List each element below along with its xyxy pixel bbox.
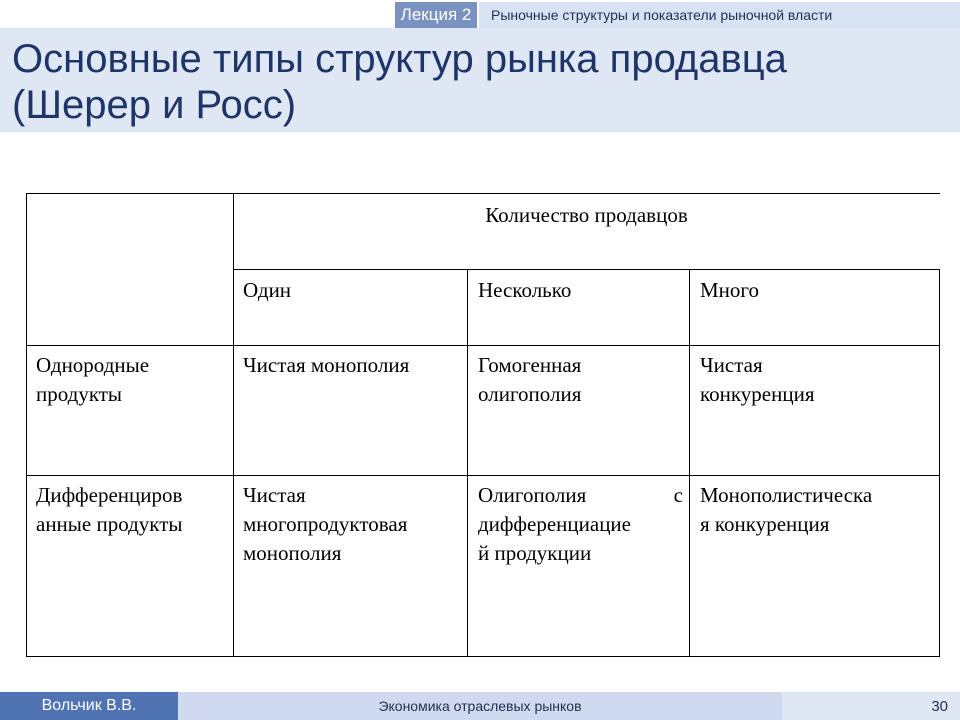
- cell-multiproduct-monopoly: Чистая многопродуктовая монополия: [243, 483, 408, 565]
- slide-title: [12, 36, 952, 128]
- table-line-col3: [689, 269, 690, 657]
- slide-title-line-2: (Шерер и Росс): [12, 83, 297, 127]
- slide-title-line-1: Основные типы структур рынка продавца: [12, 37, 787, 81]
- cell-homogeneous-oligopoly: Гомогенная олигополия: [478, 353, 582, 406]
- table-line-row2: [26, 475, 940, 476]
- table-border-top: [26, 193, 940, 194]
- cell-differentiated-oligopoly: Олигополия с дифференциацие й продукции: [478, 483, 683, 565]
- footer-author: Вольчик В.В.: [0, 692, 178, 720]
- column-header-many: Много: [700, 278, 760, 302]
- table-border-left: [26, 193, 27, 657]
- group-header-sellers: Количество продавцов: [485, 203, 688, 227]
- cell-pure-competition: Чистая конкуренция: [700, 353, 815, 406]
- footer-page-number: 30: [782, 692, 960, 720]
- row-label-differentiated: Дифференциров анные продукты: [36, 483, 183, 536]
- table-border-bottom: [26, 656, 940, 657]
- column-header-several: Несколько: [478, 278, 572, 302]
- table-line-row1: [26, 345, 940, 346]
- cell-monopolistic-competition: Монополистическа я конкуренция: [700, 483, 873, 536]
- market-structure-table: [26, 193, 940, 657]
- table-border-right: [939, 269, 940, 657]
- column-header-one: Один: [243, 278, 292, 302]
- lecture-label: Лекция 2: [395, 2, 477, 28]
- footer-course: Экономика отраслевых рынков: [178, 692, 782, 720]
- lecture-topic: Рыночные структуры и показатели рыночной власти: [479, 2, 960, 28]
- top-strip: [0, 0, 960, 28]
- title-band: [0, 28, 960, 132]
- table-line-col2: [467, 269, 468, 657]
- row-label-homogeneous: Однородные продукты: [36, 353, 150, 406]
- table-line-col1: [233, 193, 234, 657]
- table-line-subheader: [233, 269, 940, 270]
- cell-pure-monopoly: Чистая монополия: [243, 353, 410, 377]
